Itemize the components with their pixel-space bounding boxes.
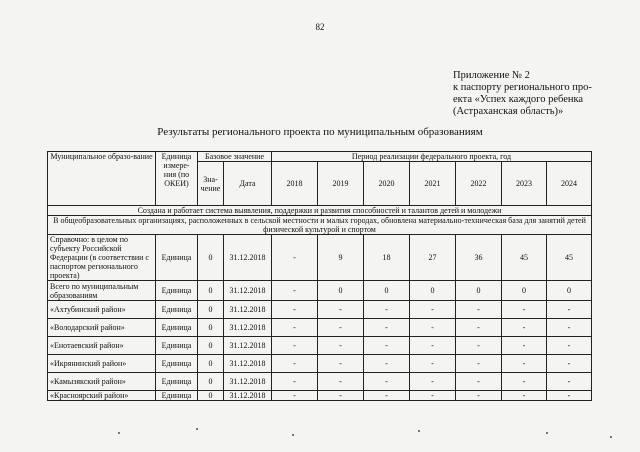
row-year-value: - — [272, 281, 318, 301]
row-year-value: - — [272, 373, 318, 391]
row-year-value: - — [456, 301, 502, 319]
table-row — [48, 301, 592, 319]
header-year: 2023 — [502, 162, 547, 206]
row-base-date: 31.12.2018 — [224, 281, 272, 301]
row-year-value: - — [502, 373, 547, 391]
scan-speck — [546, 432, 548, 434]
row-base-date: 31.12.2018 — [224, 355, 272, 373]
row-year-value: - — [547, 355, 592, 373]
header-unit: Единица измере-ния (по ОКЕИ) — [156, 152, 198, 206]
header-date: Дата — [224, 162, 272, 206]
row-year-value: - — [502, 337, 547, 355]
row-unit: Единица — [156, 235, 198, 281]
row-base-value: 0 — [198, 391, 224, 401]
row-unit: Единица — [156, 281, 198, 301]
row-year-value: - — [456, 355, 502, 373]
row-year-value: - — [502, 391, 547, 401]
scan-speck — [292, 434, 294, 436]
row-year-value: 36 — [456, 235, 502, 281]
row-base-value: 0 — [198, 281, 224, 301]
header-value: Зна-чение — [198, 162, 224, 206]
row-unit: Единица — [156, 337, 198, 355]
header-base-value: Базовое значение — [198, 152, 272, 162]
row-base-value: 0 — [198, 301, 224, 319]
row-base-value: 0 — [198, 373, 224, 391]
row-unit: Единица — [156, 373, 198, 391]
row-year-value: 45 — [502, 235, 547, 281]
row-year-value: - — [318, 301, 364, 319]
row-year-value: - — [318, 337, 364, 355]
row-year-value: 0 — [547, 281, 592, 301]
row-year-value: - — [456, 391, 502, 401]
table-row — [48, 281, 592, 301]
row-year-value: - — [364, 337, 410, 355]
table-row — [48, 319, 592, 337]
row-year-value: - — [318, 319, 364, 337]
table-row — [48, 337, 592, 355]
annex-block — [453, 70, 613, 118]
row-municipality: «Икрянинский район» — [48, 355, 156, 373]
row-municipality: «Красноярский район» — [48, 391, 156, 401]
row-year-value: - — [547, 373, 592, 391]
header-municipality: Муниципальное образо-вание — [48, 152, 156, 206]
row-year-value: 0 — [364, 281, 410, 301]
row-year-value: - — [547, 319, 592, 337]
results-table — [47, 151, 592, 401]
row-year-value: - — [318, 391, 364, 401]
table-row — [48, 391, 592, 401]
row-unit: Единица — [156, 355, 198, 373]
row-year-value: - — [318, 355, 364, 373]
scan-speck — [418, 430, 420, 432]
row-year-value: - — [364, 391, 410, 401]
header-period: Период реализации федерального проекта, год — [272, 152, 592, 162]
row-year-value: - — [410, 337, 456, 355]
row-base-date: 31.12.2018 — [224, 301, 272, 319]
row-base-date: 31.12.2018 — [224, 319, 272, 337]
header-year: 2022 — [456, 162, 502, 206]
row-base-value: 0 — [198, 337, 224, 355]
row-base-date: 31.12.2018 — [224, 373, 272, 391]
row-year-value: - — [456, 373, 502, 391]
row-year-value: 45 — [547, 235, 592, 281]
row-year-value: - — [364, 301, 410, 319]
row-year-value: - — [410, 355, 456, 373]
annex-line: к паспорту регионального про- — [453, 82, 592, 93]
row-base-date: 31.12.2018 — [224, 235, 272, 281]
annex-line: Приложение № 2 — [453, 70, 530, 81]
section-heading: Создана и работает система выявления, поддержки и развития способностей и талантов детей и молодежи — [48, 206, 592, 216]
header-year: 2020 — [364, 162, 410, 206]
row-municipality: «Ахтубинский район» — [48, 301, 156, 319]
row-year-value: - — [318, 373, 364, 391]
row-year-value: - — [272, 391, 318, 401]
annex-line: екта «Успех каждого ребенка — [453, 94, 584, 105]
row-year-value: - — [272, 337, 318, 355]
row-year-value: 18 — [364, 235, 410, 281]
scan-speck — [610, 436, 612, 438]
row-year-value: - — [272, 355, 318, 373]
row-year-value: - — [410, 319, 456, 337]
row-year-value: 27 — [410, 235, 456, 281]
section-heading: В общеобразовательных организациях, расположенных в сельской местности и малых городах, обновлена материально-техническая база для занятий детей физической культурой и спортом — [48, 216, 592, 235]
row-municipality: «Камызякский район» — [48, 373, 156, 391]
row-unit: Единица — [156, 391, 198, 401]
row-year-value: - — [364, 355, 410, 373]
row-base-value: 0 — [198, 355, 224, 373]
header-year: 2019 — [318, 162, 364, 206]
annex-line: (Астраханская область)» — [453, 106, 564, 117]
row-year-value: - — [502, 355, 547, 373]
row-year-value: - — [364, 319, 410, 337]
header-year: 2018 — [272, 162, 318, 206]
row-year-value: - — [410, 301, 456, 319]
row-year-value: - — [410, 373, 456, 391]
row-year-value: - — [272, 319, 318, 337]
row-unit: Единица — [156, 301, 198, 319]
table-row — [48, 355, 592, 373]
scan-speck — [196, 428, 198, 430]
row-base-date: 31.12.2018 — [224, 337, 272, 355]
row-year-value: 0 — [318, 281, 364, 301]
page-number: 82 — [315, 22, 325, 32]
row-year-value: - — [547, 337, 592, 355]
row-municipality: Всего по муниципальным образованиям — [48, 281, 156, 301]
row-base-date: 31.12.2018 — [224, 391, 272, 401]
row-base-value: 0 — [198, 319, 224, 337]
row-year-value: 9 — [318, 235, 364, 281]
row-year-value: - — [364, 373, 410, 391]
header-year: 2024 — [547, 162, 592, 206]
row-year-value: - — [272, 301, 318, 319]
row-base-value: 0 — [198, 235, 224, 281]
row-year-value: 0 — [456, 281, 502, 301]
row-year-value: - — [547, 301, 592, 319]
row-year-value: - — [502, 301, 547, 319]
row-year-value: - — [456, 319, 502, 337]
row-municipality: «Володарский район» — [48, 319, 156, 337]
table-row — [48, 373, 592, 391]
row-year-value: 0 — [502, 281, 547, 301]
row-municipality: «Енотаевский район» — [48, 337, 156, 355]
row-year-value: 0 — [410, 281, 456, 301]
document-title: Результаты регионального проекта по муниципальным образованиям — [157, 126, 483, 138]
row-unit: Единица — [156, 319, 198, 337]
header-year: 2021 — [410, 162, 456, 206]
row-year-value: - — [410, 391, 456, 401]
row-year-value: - — [547, 391, 592, 401]
row-municipality: Справочно: в целом по субъекту Российской Федерации (в соответствии с паспортом регионального проекта) — [48, 235, 156, 281]
row-year-value: - — [502, 319, 547, 337]
scan-speck — [118, 432, 120, 434]
table-row — [48, 235, 592, 281]
row-year-value: - — [456, 337, 502, 355]
row-year-value: - — [272, 235, 318, 281]
